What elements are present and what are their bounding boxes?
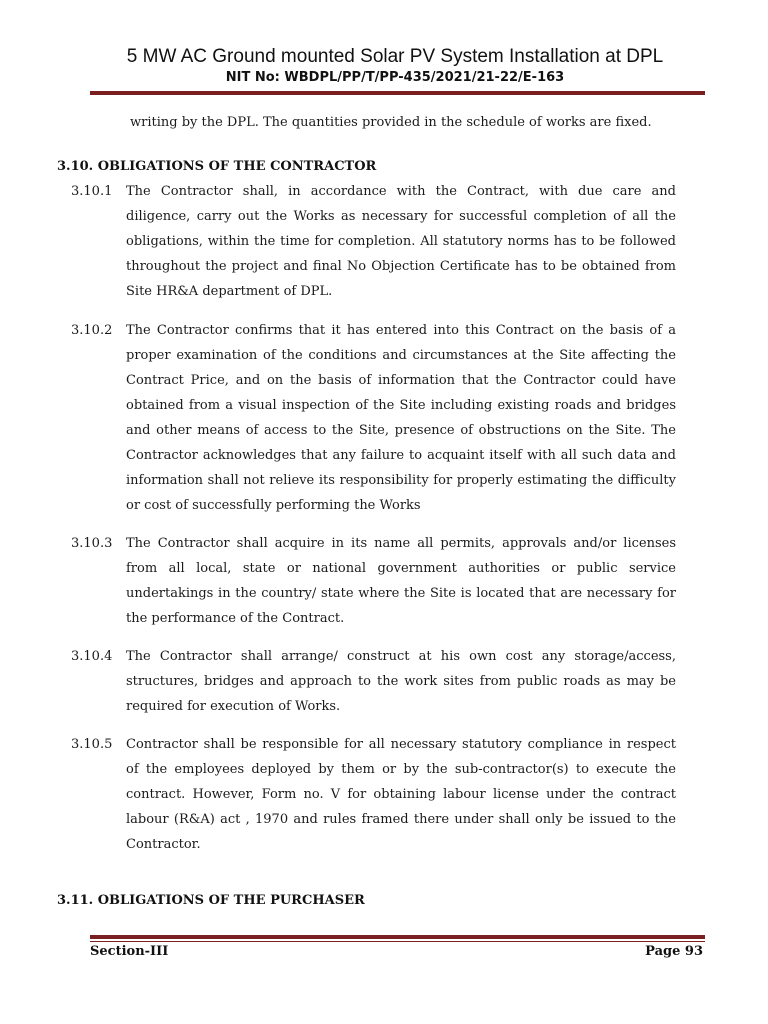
footer-page-number: Page 93 <box>645 944 703 959</box>
clause-number: 3.10.3 <box>71 536 113 551</box>
intro-paragraph: writing by the DPL. The quantities provided in the schedule of works are fixed. <box>130 115 652 130</box>
clause-text: The Contractor shall arrange/ construct at his own cost any storage/access, structures, bridges and approach to the work sites from public roads as may be required for execution of Works. <box>126 649 676 714</box>
header-title: 5 MW AC Ground mounted Solar PV System Installation at DPL <box>126 46 664 67</box>
footer-rule-thin <box>90 941 705 942</box>
header-rule <box>90 91 705 95</box>
clause-number: 3.10.2 <box>71 323 113 338</box>
header-nit-number: NIT No: WBDPL/PP/T/PP-435/2021/21-22/E-163 <box>225 70 565 85</box>
section-heading-3-10: 3.10. OBLIGATIONS OF THE CONTRACTOR <box>57 159 377 174</box>
clause-text: Contractor shall be responsible for all necessary statutory compliance in respect of the employees deployed by them or by the sub-contractor(s) to execute the contract. However, Form no. V for obtaining labour license under the contract labour (R&A) act , 1970 and rules framed there under shall only be issued to the Contractor. <box>126 737 676 852</box>
footer-rule <box>90 935 705 939</box>
clause-number: 3.10.1 <box>71 184 113 199</box>
section-heading-3-11: 3.11. OBLIGATIONS OF THE PURCHASER <box>57 893 365 908</box>
clause-text: The Contractor shall, in accordance with the Contract, with due care and diligence, carry out the Works as necessary for successful completion of all the obligations, within the time for completion. All statutory norms has to be followed throughout the project and final No Objection Certificate has to be obtained from Site HR&A department of DPL. <box>126 184 676 299</box>
clause-number: 3.10.4 <box>71 649 113 664</box>
clause-text: The Contractor confirms that it has entered into this Contract on the basis of a proper examination of the conditions and circumstances at the Site affecting the Contract Price, and on the basis of information that the Contractor could have obtained from a visual inspection of the Site including existing roads and bridges and other means of access to the Site, presence of obstructions on the Site. The Contractor acknowledges that any failure to acquaint itself with all such data and information shall not relieve its responsibility for properly estimating the difficulty or cost of successfully performing the Works <box>126 323 676 513</box>
footer-section: Section-III <box>90 944 169 959</box>
clause-text: The Contractor shall acquire in its name all permits, approvals and/or licenses from all local, state or national government authorities or public service undertakings in the country/ state where the Site is located that are necessary for the performance of the Contract. <box>126 536 676 626</box>
clause-number: 3.10.5 <box>71 737 113 752</box>
